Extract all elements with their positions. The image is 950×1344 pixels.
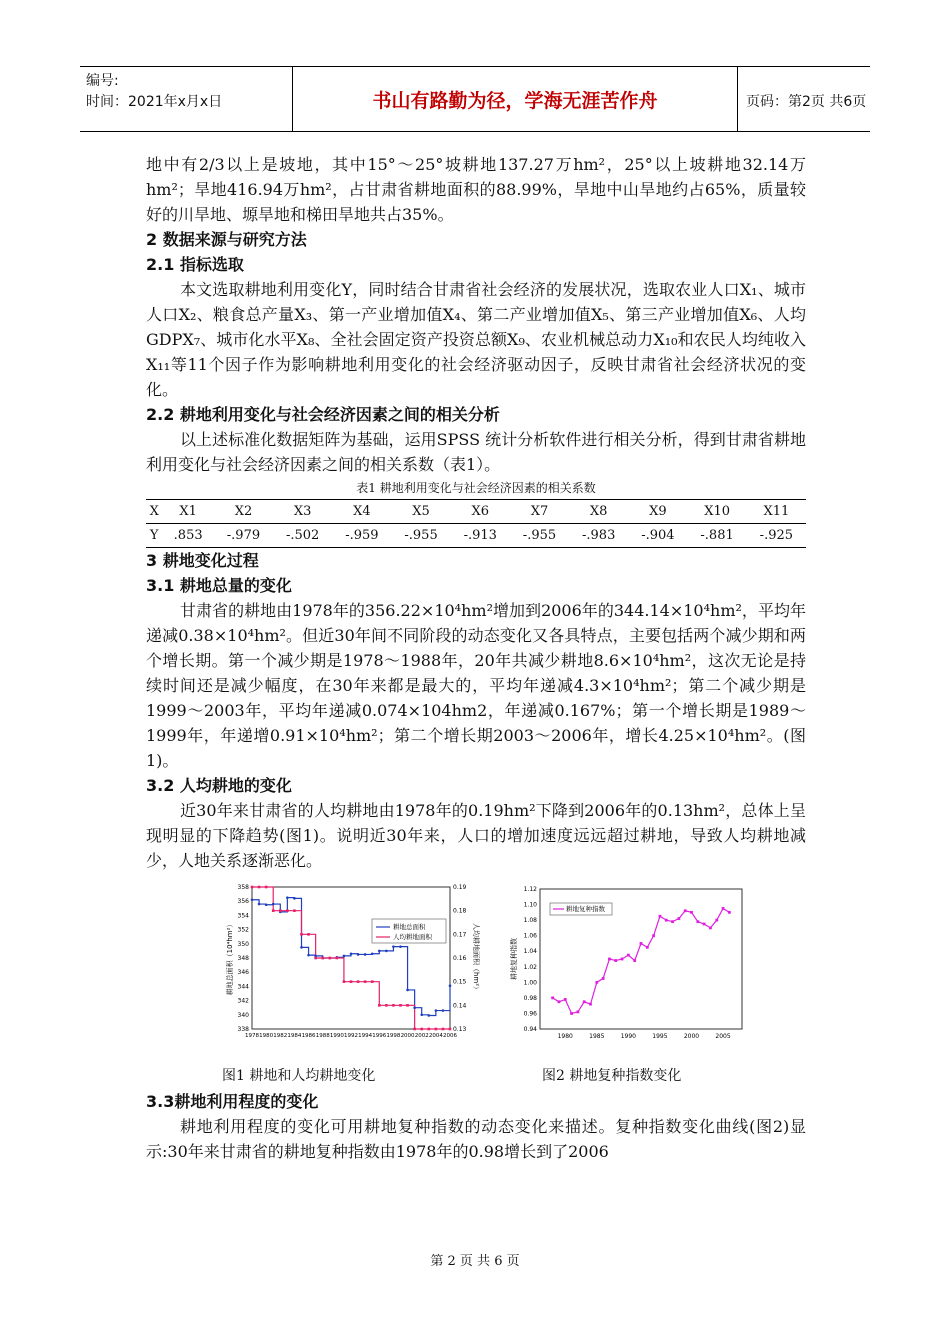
- figure-1-caption: 图1 耕地和人均耕地变化: [222, 1068, 376, 1084]
- legend-label: 耕地总面积: [393, 923, 426, 931]
- data-point: [265, 886, 268, 889]
- data-point: [413, 1028, 416, 1031]
- x-tick-label: 1995: [652, 1033, 668, 1040]
- y-tick-label: 354: [237, 912, 249, 920]
- data-point: [715, 919, 718, 922]
- data-point: [427, 1028, 430, 1031]
- x-tick-label: 1980: [259, 1033, 274, 1039]
- y-tick-label: 1.02: [523, 963, 537, 971]
- section-heading-2-1: 2.1 指标选取: [146, 255, 244, 274]
- y-tick-label: 358: [237, 884, 249, 891]
- y2-axis-label: 人均耕地面积（hm²）: [472, 922, 480, 994]
- data-point: [251, 886, 254, 889]
- data-point: [435, 1028, 438, 1031]
- data-point: [703, 923, 706, 926]
- table-cell: -.979: [214, 524, 273, 548]
- data-point: [300, 933, 303, 936]
- table-cell: -.955: [391, 524, 450, 548]
- y-tick-label: 1.00: [523, 979, 537, 987]
- data-point: [286, 909, 289, 912]
- data-point: [399, 1004, 402, 1007]
- table-header-cell: X4: [332, 500, 391, 524]
- section-heading-3-3: 3.3耕地利用程度的变化: [146, 1092, 319, 1111]
- x-tick-label: 1992: [344, 1033, 358, 1039]
- data-point: [385, 950, 388, 953]
- header-meta: [86, 71, 222, 113]
- data-point: [392, 945, 395, 948]
- data-point: [583, 1000, 586, 1003]
- x-tick-label: 2002: [414, 1033, 429, 1039]
- y-tick-label: 340: [237, 1011, 249, 1019]
- x-tick-label: 1984: [287, 1033, 302, 1039]
- legend-label: 人均耕地面积: [393, 933, 432, 941]
- y2-tick-label: 0.14: [453, 1002, 467, 1010]
- y2-tick-label: 0.15: [453, 978, 467, 986]
- table-cell: -.904: [628, 524, 687, 548]
- data-point: [427, 1014, 430, 1017]
- header-motto: 书山有路勤为径，学海无涯苦作舟: [292, 67, 738, 131]
- y-tick-label: 1.06: [523, 932, 537, 940]
- data-point: [442, 1009, 445, 1012]
- y-tick-label: 1.10: [523, 901, 537, 909]
- y2-tick-label: 0.17: [453, 931, 467, 939]
- data-point: [602, 977, 605, 980]
- table-header-cell: X3: [273, 500, 332, 524]
- paragraph-3-1: 甘肃省的耕地由1978年的356.22×10⁴hm²增加到2006年的344.14×10⁴hm²，平均年递减0.38×10⁴hm²。但近30年间不同阶段的动态变化又各具特点，主要包括两个减少期和两个增长期。第一个减少期是1978～1988年，20年共减少耕地8.6×10⁴hm²，这次无论是持续时间还是减少幅度，在30年来都是最大的，平均年递减4.3×10⁴hm²；第二个减少期是1999～2003年，平均年递减0.074×104hm2，年递减0.167%；第一个增长期是1989～1999年，年递增0.91×10⁴hm²；第二个增长期2003～2006年，增长4.25×10⁴hm²。(图1)。: [146, 601, 806, 770]
- data-point: [265, 903, 268, 906]
- data-point: [392, 1004, 395, 1007]
- table-cell: .853: [162, 524, 213, 548]
- y-tick-label: 348: [237, 955, 249, 962]
- x-tick-label: 2000: [683, 1033, 700, 1040]
- section-heading-3-2: 3.2 人均耕地的变化: [146, 776, 292, 795]
- figure-2-chart: [506, 879, 756, 1051]
- data-point: [293, 909, 296, 912]
- data-point: [413, 1006, 416, 1009]
- table-cell: -.502: [273, 524, 332, 548]
- x-tick-label: 1985: [589, 1033, 605, 1040]
- data-point: [328, 957, 331, 960]
- x-tick-label: 1980: [557, 1033, 573, 1040]
- table-header-cell: X9: [628, 500, 687, 524]
- table-cell: -.983: [569, 524, 628, 548]
- page-header: [80, 66, 870, 132]
- data-point: [722, 907, 725, 910]
- data-point: [442, 1028, 445, 1031]
- figure-1-chart: [222, 879, 482, 1051]
- x-tick-label: 2006: [443, 1033, 457, 1039]
- data-point: [420, 1028, 423, 1031]
- data-point: [684, 909, 687, 912]
- y-tick-label: 0.94: [523, 1026, 537, 1033]
- data-point: [350, 952, 353, 955]
- section-heading-2-2: 2.2 耕地利用变化与社会经济因素之间的相关分析: [146, 405, 500, 424]
- data-point: [564, 998, 567, 1001]
- data-point: [385, 1004, 388, 1007]
- x-tick-label: 1988: [315, 1033, 330, 1039]
- data-point: [307, 933, 310, 936]
- data-point: [640, 942, 643, 945]
- data-point: [286, 896, 289, 899]
- table-header-row: [146, 500, 806, 524]
- data-point: [589, 1003, 592, 1006]
- data-point: [307, 954, 310, 957]
- data-point: [671, 920, 674, 923]
- data-point: [300, 946, 303, 949]
- data-point: [665, 919, 668, 922]
- y-tick-label: 338: [237, 1026, 249, 1033]
- table-header-cell: X8: [569, 500, 628, 524]
- data-point: [293, 897, 296, 900]
- y-tick-label: 0.98: [523, 994, 537, 1002]
- data-point: [570, 1012, 573, 1015]
- y-tick-label: 1.08: [523, 917, 537, 925]
- data-point: [406, 1004, 409, 1007]
- y-tick-label: 352: [237, 926, 249, 934]
- y-tick-label: 1.04: [523, 948, 537, 956]
- section-heading-2: 2 数据来源与研究方法: [146, 230, 307, 249]
- data-point: [272, 903, 275, 906]
- figure-2-caption: 图2 耕地复种指数变化: [542, 1068, 682, 1084]
- x-tick-label: 1990: [329, 1033, 344, 1039]
- y-tick-label: 342: [237, 997, 249, 1005]
- y2-tick-label: 0.18: [453, 907, 467, 915]
- data-point: [364, 980, 367, 983]
- data-point: [279, 909, 282, 912]
- data-point: [251, 898, 254, 901]
- y-tick-label: 0.96: [523, 1010, 537, 1018]
- x-tick-label: 1982: [273, 1033, 288, 1039]
- section-heading-3: 3 耕地变化过程: [146, 551, 259, 570]
- y-axis-label: 耕地复种指数: [510, 938, 518, 980]
- data-point: [728, 911, 731, 914]
- data-point: [357, 980, 360, 983]
- document-number-label: 编号:: [86, 73, 119, 89]
- paragraph-3-3: 耕地利用程度的变化可用耕地复种指数的动态变化来描述。复种指数变化曲线(图2)显示:30年来甘肃省的耕地复种指数由1978年的0.98增长到了2006: [146, 1117, 806, 1161]
- table-row-label: Y: [146, 524, 162, 548]
- x-tick-label: 2005: [715, 1033, 731, 1040]
- section-heading-3-1: 3.1 耕地总量的变化: [146, 576, 292, 595]
- data-point: [677, 917, 680, 920]
- data-point: [652, 934, 655, 937]
- paragraph-3-2: 近30年来甘肃省的人均耕地由1978年的0.19hm²下降到2006年的0.13hm²，总体上呈现明显的下降趋势(图1)。说明近30年来，人口的增加速度远远超过耕地，导致人均耕地减少，人地关系逐渐恶化。: [146, 801, 806, 870]
- document-date-label: 时间：2021年x月x日: [86, 94, 223, 110]
- data-point: [621, 958, 624, 961]
- data-point: [357, 953, 360, 956]
- table-header-cell: X5: [391, 500, 450, 524]
- data-point: [343, 955, 346, 958]
- y-tick-label: 356: [237, 898, 249, 906]
- data-point: [690, 911, 693, 914]
- data-point: [551, 996, 554, 999]
- table-cell: -.913: [451, 524, 510, 548]
- data-point: [371, 952, 374, 955]
- data-point: [364, 953, 367, 956]
- table-caption: 表1 耕地利用变化与社会经济因素的相关系数: [356, 481, 596, 495]
- table-row: [146, 524, 806, 548]
- table-header-cell: X7: [510, 500, 569, 524]
- table-header-cell: X1: [162, 500, 213, 524]
- series-line-total-area: [252, 898, 450, 1016]
- data-point: [558, 1000, 561, 1003]
- data-point: [595, 981, 598, 984]
- y-tick-label: 350: [237, 940, 249, 948]
- data-point: [449, 1028, 452, 1031]
- data-point: [659, 915, 662, 918]
- table-header-cell: X6: [451, 500, 510, 524]
- data-point: [627, 954, 630, 957]
- data-point: [449, 984, 452, 987]
- correlation-table: [146, 499, 806, 548]
- x-tick-label: 1978: [245, 1033, 259, 1039]
- page-content: [146, 152, 806, 1164]
- data-point: [608, 958, 611, 961]
- data-point: [399, 945, 402, 948]
- figure-row: [146, 879, 806, 1061]
- x-tick-label: 1990: [620, 1033, 637, 1040]
- x-tick-label: 1994: [358, 1033, 373, 1039]
- legend-label: 耕地复种指数: [566, 905, 605, 913]
- data-point: [406, 989, 409, 992]
- table-header-cell: X10: [687, 500, 746, 524]
- y2-tick-label: 0.19: [453, 884, 467, 891]
- data-point: [696, 920, 699, 923]
- data-point: [435, 1009, 438, 1012]
- data-point: [576, 1010, 579, 1013]
- data-point: [614, 959, 617, 962]
- table-cell: -.955: [510, 524, 569, 548]
- table-cell: -.881: [687, 524, 746, 548]
- y2-tick-label: 0.16: [453, 955, 467, 962]
- header-page-label: 页码：第2页 共6页: [746, 94, 867, 110]
- data-point: [314, 957, 317, 960]
- y2-tick-label: 0.13: [453, 1026, 467, 1033]
- data-point: [709, 926, 712, 929]
- data-point: [633, 959, 636, 962]
- table-header-cell: X: [146, 500, 162, 524]
- x-tick-label: 1996: [372, 1033, 387, 1039]
- y-axis-label: 耕地总面积（10⁴hm²）: [226, 920, 234, 996]
- x-tick-label: 1998: [386, 1033, 401, 1039]
- data-point: [378, 950, 381, 953]
- table-header-cell: X2: [214, 500, 273, 524]
- data-point: [420, 1014, 423, 1017]
- paragraph-2-1: 本文选取耕地利用变化Y，同时结合甘肃省社会经济的发展状况，选取农业人口X₁、城市人口X₂、粮食总产量X₃、第一产业增加值X₄、第二产业增加值X₅、第三产业增加值X₆、人均GDPX₇、城市化水平X₈、全社会固定资产投资总额X₉、农业机械总动力X₁₀和农民人均纯收入X₁₁等11个因子作为影响耕地利用变化的社会经济驱动因子，反映甘肃省社会经济状况的变化。: [146, 280, 806, 399]
- table-cell: -.925: [747, 524, 806, 548]
- paragraph-intro: 地中有2/3以上是坡地，其中15°～25°坡耕地137.27万hm²，25°以上坡耕地32.14万hm²；旱地416.94万hm²，占甘肃省耕地面积的88.99%，旱地中山旱地约占65%，质量较好的川旱地、塬旱地和梯田旱地共占35%。: [146, 155, 806, 224]
- data-point: [378, 1004, 381, 1007]
- data-point: [646, 946, 649, 949]
- y-tick-label: 1.12: [523, 886, 537, 893]
- y-tick-label: 346: [237, 969, 249, 977]
- paragraph-2-2: 以上述标准化数据矩阵为基础，运用SPSS 统计分析软件进行相关分析，得到甘肃省耕地利用变化与社会经济因素之间的相关系数（表1）。: [146, 430, 806, 474]
- table-header-cell: X11: [747, 500, 806, 524]
- x-tick-label: 2000: [400, 1033, 415, 1039]
- table-cell: -.959: [332, 524, 391, 548]
- data-point: [350, 980, 353, 983]
- data-point: [258, 903, 261, 906]
- data-point: [371, 980, 374, 983]
- data-point: [343, 980, 346, 983]
- data-point: [321, 957, 324, 960]
- data-point: [336, 957, 339, 960]
- x-tick-label: 1986: [301, 1033, 316, 1039]
- data-point: [272, 909, 275, 912]
- y-tick-label: 344: [237, 983, 249, 991]
- x-tick-label: 2004: [428, 1033, 443, 1039]
- data-point: [258, 886, 261, 889]
- page-footer: 第 2 页 共 6 页: [430, 1254, 520, 1269]
